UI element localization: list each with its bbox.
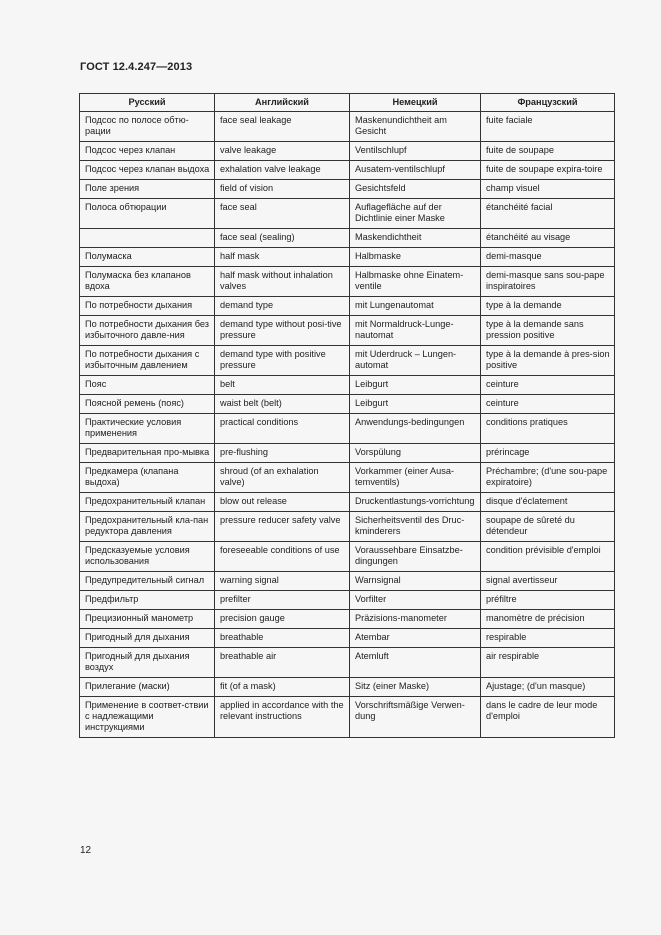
- term-cell-german: Halbmaske: [350, 248, 481, 267]
- page-number: 12: [80, 845, 92, 856]
- column-header-english: Английский: [215, 94, 350, 112]
- term-cell-russian: По потребности дыхания: [80, 297, 215, 316]
- term-cell-french: fuite faciale: [481, 112, 615, 142]
- term-cell-english: breathable: [215, 629, 350, 648]
- table-row: [80, 229, 615, 248]
- term-cell-russian: Прецизионный манометр: [80, 610, 215, 629]
- term-cell-russian: Пояс: [80, 376, 215, 395]
- term-cell-french: ceinture: [481, 376, 615, 395]
- column-header-german: Немецкий: [350, 94, 481, 112]
- table-row: [80, 316, 615, 346]
- table-row: [80, 395, 615, 414]
- term-cell-english: fit (of a mask): [215, 678, 350, 697]
- term-cell-german: Ausatem-ventilschlupf: [350, 161, 481, 180]
- term-cell-english: prefilter: [215, 591, 350, 610]
- term-cell-german: Voraussehbare Einsatzbe-dingungen: [350, 542, 481, 572]
- term-cell-german: Atembar: [350, 629, 481, 648]
- term-cell-english: exhalation valve leakage: [215, 161, 350, 180]
- table-row: [80, 610, 615, 629]
- table-row: [80, 493, 615, 512]
- term-cell-english: precision gauge: [215, 610, 350, 629]
- term-cell-english: warning signal: [215, 572, 350, 591]
- term-cell-russian: [80, 229, 215, 248]
- term-cell-french: dans le cadre de leur mode d'emploi: [481, 697, 615, 738]
- term-cell-english: applied in accordance with the relevant instructions: [215, 697, 350, 738]
- table-row: [80, 697, 615, 738]
- table-row: [80, 629, 615, 648]
- term-cell-english: field of vision: [215, 180, 350, 199]
- table-row: [80, 463, 615, 493]
- term-cell-russian: Предфильтр: [80, 591, 215, 610]
- table-row: [80, 161, 615, 180]
- table-row: [80, 512, 615, 542]
- term-cell-french: fuite de soupape expira-toire: [481, 161, 615, 180]
- table-row: [80, 199, 615, 229]
- table-row: [80, 444, 615, 463]
- term-cell-french: condition prévisible d'emploi: [481, 542, 615, 572]
- term-cell-german: Vorfilter: [350, 591, 481, 610]
- term-cell-english: waist belt (belt): [215, 395, 350, 414]
- column-header-russian: Русский: [80, 94, 215, 112]
- term-cell-german: Maskendichtheit: [350, 229, 481, 248]
- term-cell-russian: Полумаска: [80, 248, 215, 267]
- term-cell-english: foreseeable conditions of use: [215, 542, 350, 572]
- term-cell-russian: По потребности дыхания без избыточного давле-ния: [80, 316, 215, 346]
- term-cell-french: préfiltre: [481, 591, 615, 610]
- term-cell-french: fuite de soupape: [481, 142, 615, 161]
- term-cell-french: air respirable: [481, 648, 615, 678]
- term-cell-german: Präzisions-manometer: [350, 610, 481, 629]
- term-cell-russian: Подсос через клапан выдоха: [80, 161, 215, 180]
- term-cell-english: face seal (sealing): [215, 229, 350, 248]
- term-cell-russian: Полумаска без клапанов вдоха: [80, 267, 215, 297]
- term-cell-english: practical conditions: [215, 414, 350, 444]
- table-row: [80, 376, 615, 395]
- table-row: [80, 542, 615, 572]
- term-cell-french: étanchéité facial: [481, 199, 615, 229]
- term-cell-english: blow out release: [215, 493, 350, 512]
- term-cell-russian: По потребности дыхания с избыточным давлением: [80, 346, 215, 376]
- term-cell-english: demand type: [215, 297, 350, 316]
- term-cell-english: pressure reducer safety valve: [215, 512, 350, 542]
- term-cell-english: belt: [215, 376, 350, 395]
- term-cell-french: champ visuel: [481, 180, 615, 199]
- term-cell-russian: Предохранительный клапан: [80, 493, 215, 512]
- term-cell-german: Druckentlastungs-vorrichtung: [350, 493, 481, 512]
- term-cell-english: breathable air: [215, 648, 350, 678]
- terminology-table: [79, 93, 615, 738]
- term-cell-french: Ajustage; (d'un masque): [481, 678, 615, 697]
- term-cell-english: shroud (of an exhalation valve): [215, 463, 350, 493]
- term-cell-russian: Практические условия применения: [80, 414, 215, 444]
- term-cell-russian: Пригодный для дыхания воздух: [80, 648, 215, 678]
- term-cell-french: prérincage: [481, 444, 615, 463]
- term-cell-german: Halbmaske ohne Einatem-ventile: [350, 267, 481, 297]
- column-header-french: Французский: [481, 94, 615, 112]
- term-cell-russian: Полоса обтюрации: [80, 199, 215, 229]
- term-cell-french: demi-masque sans sou-pape inspiratoires: [481, 267, 615, 297]
- term-cell-french: Préchambre; (d'une sou-pape expiratoire): [481, 463, 615, 493]
- term-cell-german: Maskenundichtheit am Gesicht: [350, 112, 481, 142]
- table-row: [80, 180, 615, 199]
- term-cell-french: manomètre de précision: [481, 610, 615, 629]
- table-row: [80, 346, 615, 376]
- term-cell-russian: Поясной ремень (пояс): [80, 395, 215, 414]
- term-cell-german: Leibgurt: [350, 376, 481, 395]
- term-cell-german: Vorkammer (einer Ausa-temventils): [350, 463, 481, 493]
- term-cell-german: mit Normaldruck-Lunge-nautomat: [350, 316, 481, 346]
- term-cell-german: Vorschriftsmäßige Verwen-dung: [350, 697, 481, 738]
- table-row: [80, 112, 615, 142]
- table-row: [80, 248, 615, 267]
- term-cell-english: face seal leakage: [215, 112, 350, 142]
- term-cell-russian: Предкамера (клапана выдоха): [80, 463, 215, 493]
- term-cell-german: mit Lungenautomat: [350, 297, 481, 316]
- table-row: [80, 591, 615, 610]
- term-cell-french: type à la demande à pres-sion positive: [481, 346, 615, 376]
- term-cell-russian: Предохранительный кла-пан редуктора давления: [80, 512, 215, 542]
- term-cell-english: face seal: [215, 199, 350, 229]
- table-row: [80, 297, 615, 316]
- term-cell-french: type à la demande sans pression positive: [481, 316, 615, 346]
- term-cell-russian: Предварительная про-мывка: [80, 444, 215, 463]
- term-cell-german: Gesichtsfeld: [350, 180, 481, 199]
- term-cell-english: half mask without inhalation valves: [215, 267, 350, 297]
- term-cell-german: Warnsignal: [350, 572, 481, 591]
- term-cell-german: Vorspülung: [350, 444, 481, 463]
- term-cell-russian: Поле зрения: [80, 180, 215, 199]
- term-cell-russian: Прилегание (маски): [80, 678, 215, 697]
- term-cell-russian: Пригодный для дыхания: [80, 629, 215, 648]
- term-cell-german: Atemluft: [350, 648, 481, 678]
- table-body: [80, 112, 615, 738]
- term-cell-english: demand type with positive pressure: [215, 346, 350, 376]
- term-cell-german: Sicherheitsventil des Druc-kminderers: [350, 512, 481, 542]
- term-cell-german: Ventilschlupf: [350, 142, 481, 161]
- term-cell-russian: Предупредительный сигнал: [80, 572, 215, 591]
- document-header: ГОСТ 12.4.247—2013: [80, 61, 193, 73]
- term-cell-english: valve leakage: [215, 142, 350, 161]
- term-cell-french: signal avertisseur: [481, 572, 615, 591]
- term-cell-french: ceinture: [481, 395, 615, 414]
- term-cell-russian: Подсос по полосе обтю-рации: [80, 112, 215, 142]
- term-cell-french: demi-masque: [481, 248, 615, 267]
- term-cell-german: Auflagefläche auf der Dichtlinie einer Maske: [350, 199, 481, 229]
- table-row: [80, 572, 615, 591]
- term-cell-german: Sitz (einer Maske): [350, 678, 481, 697]
- table-row: [80, 142, 615, 161]
- term-cell-german: Anwendungs-bedingungen: [350, 414, 481, 444]
- table-row: [80, 648, 615, 678]
- term-cell-french: soupape de sûreté du détendeur: [481, 512, 615, 542]
- table-header-row: [80, 94, 615, 112]
- term-cell-french: conditions pratiques: [481, 414, 615, 444]
- term-cell-english: half mask: [215, 248, 350, 267]
- term-cell-french: type à la demande: [481, 297, 615, 316]
- table-row: [80, 678, 615, 697]
- term-cell-german: mit Uderdruck – Lungen-automat: [350, 346, 481, 376]
- term-cell-russian: Предсказуемые условия использования: [80, 542, 215, 572]
- term-cell-russian: Подсос через клапан: [80, 142, 215, 161]
- table-row: [80, 267, 615, 297]
- table-row: [80, 414, 615, 444]
- term-cell-french: respirable: [481, 629, 615, 648]
- term-cell-french: disque d'éclatement: [481, 493, 615, 512]
- term-cell-russian: Применение в соответ-ствии с надлежащими инструкциями: [80, 697, 215, 738]
- term-cell-german: Leibgurt: [350, 395, 481, 414]
- term-cell-english: pre-flushing: [215, 444, 350, 463]
- term-cell-english: demand type without posi-tive pressure: [215, 316, 350, 346]
- term-cell-french: étanchéité au visage: [481, 229, 615, 248]
